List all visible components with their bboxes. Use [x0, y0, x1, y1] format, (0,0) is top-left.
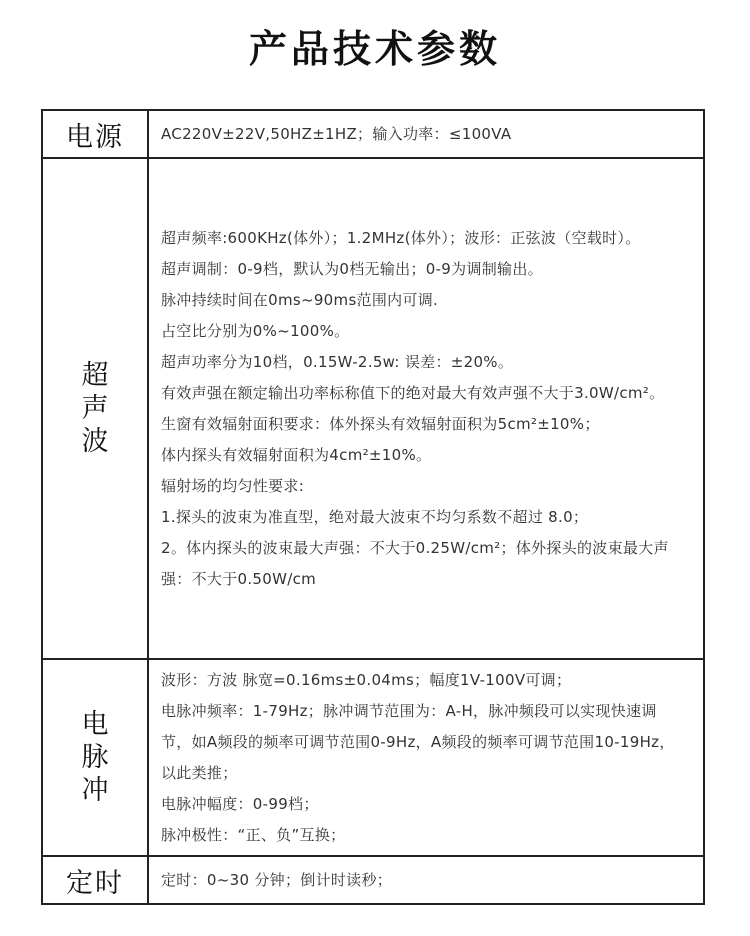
spec-line: 电脉冲幅度：0-99档；	[161, 794, 319, 813]
row-label-timer: 定时	[66, 867, 124, 899]
row-label-power: 电源	[66, 121, 124, 153]
row-label-ultrasound: 超声波	[81, 360, 109, 457]
row-content-cell	[148, 659, 704, 856]
row-label-cell	[42, 856, 148, 904]
row-label-cell	[42, 110, 148, 158]
spec-line: 超声频率:600KHz(体外）；1.2MHz(体外）；波形：正弦波（空载时）。	[161, 228, 641, 247]
spec-line: 超声功率分为10档，0.15W-2.5w: 误差：±20%。	[161, 352, 514, 371]
spec-line: 脉冲持续时间在0ms~90ms范围内可调.	[161, 290, 439, 309]
spec-line: 电脉冲频率：1-79Hz；脉冲调节范围为：A-H，脉冲频段可以实现快速调节，如A频段的频率可调节范围0-9Hz，A频段的频率可调节范围10-19Hz，以此类推；	[161, 701, 675, 782]
spec-line: 生窗有效辐射面积要求：体外探头有效辐射面积为5cm²±10%；	[161, 414, 600, 433]
spec-line: 波形：方波 脉宽=0.16ms±0.04ms；幅度1V-100V可调；	[161, 670, 572, 689]
spec-line: 超声调制：0-9档，默认为0档无输出；0-9为调制输出。	[161, 259, 543, 278]
spec-table	[41, 109, 705, 905]
spec-line: 占空比分别为0%~100%。	[161, 321, 350, 340]
spec-row-pulse	[42, 659, 704, 856]
row-content-cell	[148, 110, 704, 158]
spec-line: 1.探头的波束为准直型，绝对最大波束不均匀系数不超过 8.0；	[161, 507, 589, 526]
spec-row-ultrasound	[42, 158, 704, 659]
spec-row-timer	[42, 856, 704, 904]
spec-row-power	[42, 110, 704, 158]
spec-line: 体内探头有效辐射面积为4cm²±10%。	[161, 445, 432, 464]
spec-line: 脉冲极性：“正、负”互换；	[161, 825, 346, 844]
spec-line: 辐射场的均匀性要求:	[161, 476, 305, 495]
row-label-pulse: 电脉冲	[81, 709, 109, 806]
spec-line: AC220V±22V,50HZ±1HZ；输入功率：≤100VA	[161, 124, 512, 143]
row-content-cell	[148, 856, 704, 904]
spec-line: 有效声强在额定输出功率标称值下的绝对最大有效声强不大于3.0W/cm²。	[161, 383, 665, 402]
spec-line: 定时：0~30 分钟；倒计时读秒；	[161, 870, 393, 889]
spec-line: 2。体内探头的波束最大声强：不大于0.25W/cm²；体外探头的波束最大声强：不大于0.50W/cm	[161, 538, 669, 588]
row-label-cell	[42, 158, 148, 659]
row-content-cell	[148, 158, 704, 659]
page-title: 产品技术参数	[248, 27, 501, 71]
row-label-cell	[42, 659, 148, 856]
